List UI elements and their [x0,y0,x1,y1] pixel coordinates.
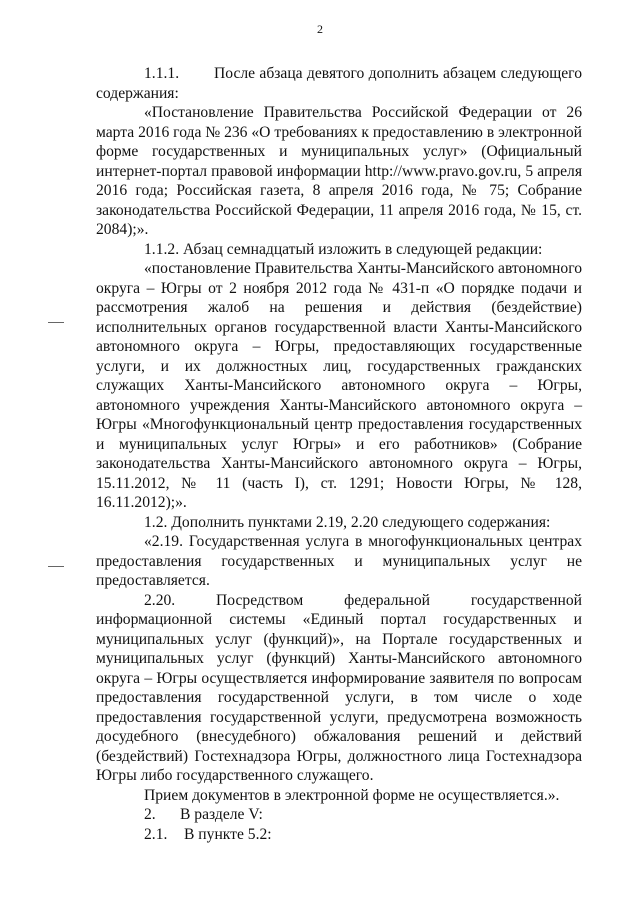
quoted-paragraph: «Постановление Правительства Российской Федерации от 26 марта 2016 года № 236 «О требованиях к предоставлению в электронной форме государственных и муниципальных услуг» (Официальный интернет-портал правовой информации http://www.pravo.gov.ru, 5 апреля 2016 года; Российская газета, 8 апреля 2016 года, № 75; Собрание законодательства Российской Федерации, 11 апреля 2016 года, № 15, ст. 2084);». [96,104,582,238]
clause-number: 1.1.1. [144,65,180,82]
paragraph-text: После абзаца девятого дополнить абзацем следующего содержания: [96,65,582,102]
margin-mark [48,566,64,567]
clause-number: 2.1. [144,825,168,843]
page-number: 2 [317,22,323,36]
paragraph-1-2: 1.2. Дополнить пунктами 2.19, 2.20 следующего содержания: [144,513,551,531]
margin-mark [48,322,64,323]
paragraph-text: В пункте 5.2: [184,825,272,843]
paragraph-2-19: «2.19. Государственная услуга в многофункциональных центрах предоставления государственных и муниципальных услуг не предоставляется. [96,533,582,589]
paragraph-2-20: 2.20. Посредством федеральной государственной информационной системы «Единый портал государственных и муниципальных услуг (функций)», на Портале государственных и муниципальных услуг (функций) Ханты-Мансийского автономного округа – Югры осуществляется информирование заявителя по вопросам предоставления государственной услуги, в том числе о ходе предоставления государственной услуги, предусмотрена возможность досудебного (внесудебного) обжалования решений и действий (бездействий) Гостехнадзора Югры, должностного лица Гостехнадзора Югры либо государственного служащего. [96,591,582,784]
paragraph-text: В разделе V: [180,806,263,823]
paragraph-2-1 [96,825,582,845]
document-body [96,64,582,844]
quoted-paragraph: «постановление Правительства Ханты-Мансийского автономного округа – Югры от 2 ноября 2012 года № 431-п «О порядке подачи и рассмотрения жалоб на решения и действия (бездействие) исполнительных органов государственной власти Ханты-Мансийского автономного округа – Югры, предоставляющих государственные услуги, и их должностных лиц, государственных гражданских служащих Ханты-Мансийского автономного округа – Югры, автономного учреждения Ханты-Мансийского автономного округа – Югры «Многофункциональный центр предоставления государственных и муниципальных услуг Югры» и его работников» (Собрание законодательства Ханты-Мансийского автономного округа – Югры, 15.11.2012, № 11 (часть I), ст. 1291; Новости Югры, № 128, 16.11.2012);». [96,260,582,511]
paragraph-1-1-1 [96,64,582,103]
paragraph-documents: Прием документов в электронной форме не осуществляется.». [144,786,560,804]
paragraph-2 [96,805,582,825]
paragraph-1-1-2: 1.1.2. Абзац семнадцатый изложить в следующей редакции: [144,240,543,258]
clause-number: 2. [144,806,156,823]
